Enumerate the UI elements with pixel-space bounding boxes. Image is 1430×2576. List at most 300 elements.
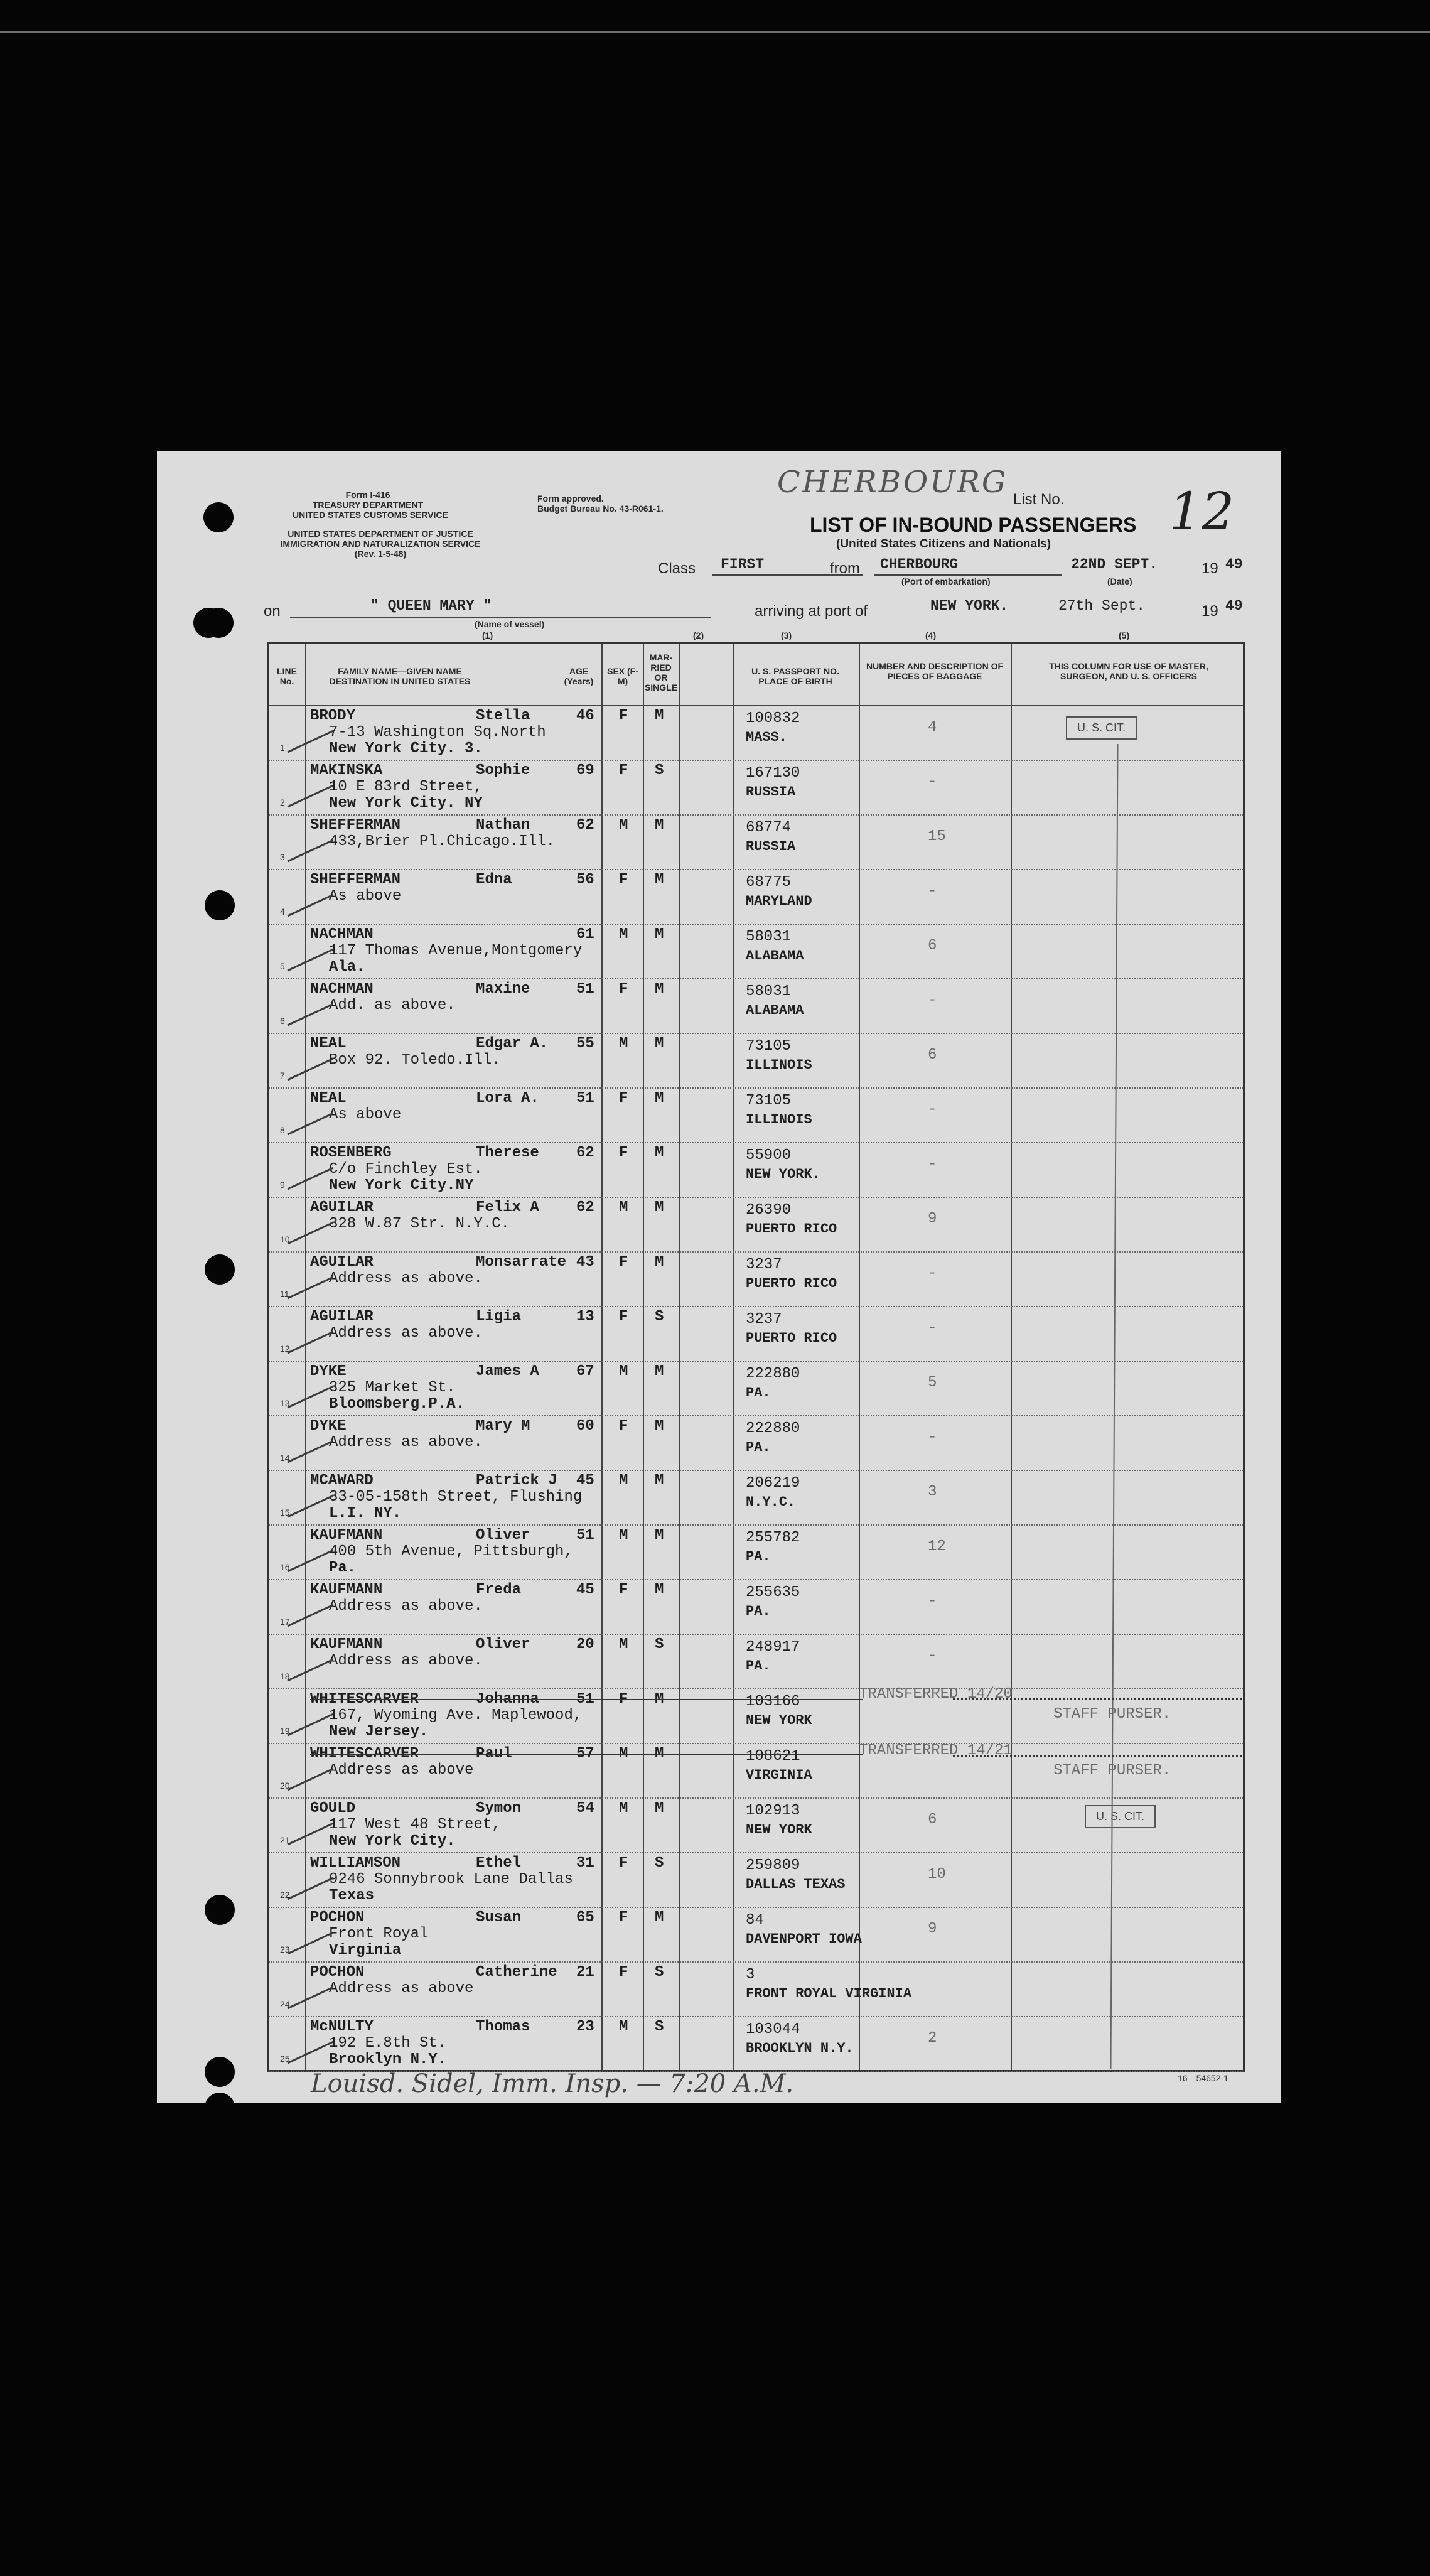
line-number: 20	[280, 1781, 290, 1791]
passport-number: 68774	[746, 819, 792, 836]
vessel-underline	[290, 617, 711, 618]
family-name: POCHON	[310, 1909, 365, 1926]
place-of-birth: ALABAMA	[746, 1003, 804, 1018]
line-number: 1	[280, 743, 285, 753]
passport-number: 255635	[746, 1584, 800, 1601]
family-name: DYKE	[310, 1418, 347, 1435]
given-name: Oliver	[476, 1636, 530, 1653]
marital-status: M	[655, 1800, 664, 1817]
address-line-1: Address as above	[329, 1980, 474, 1997]
place-of-birth: N.Y.C.	[746, 1494, 796, 1510]
given-name: Therese	[476, 1145, 539, 1161]
baggage-count: 10	[928, 1866, 946, 1883]
check-mark	[279, 713, 333, 753]
passport-number: 206219	[746, 1475, 800, 1492]
table-row	[269, 2016, 1243, 2071]
sex: M	[619, 1035, 628, 1052]
address-line-1: Address as above	[329, 1762, 474, 1779]
baggage-count: -	[928, 1101, 937, 1118]
line-number: 12	[280, 1344, 290, 1354]
check-mark	[279, 877, 333, 917]
marital-status: S	[655, 1636, 664, 1653]
document-title: LIST OF IN-BOUND PASSENGERS	[810, 514, 1137, 536]
address-line-1: 325 Market St.	[329, 1379, 456, 1396]
sex: M	[619, 1472, 628, 1489]
given-name: Mary M	[476, 1418, 530, 1435]
table-row	[269, 1524, 1243, 1579]
marital-status: S	[655, 2018, 664, 2035]
check-mark	[279, 1860, 333, 1900]
check-mark	[279, 1642, 333, 1682]
marital-status: M	[655, 1254, 664, 1271]
marital-status: M	[655, 1035, 664, 1052]
address-line-1: 9246 Sonnybrook Lane Dallas	[329, 1871, 573, 1888]
check-mark	[279, 1205, 333, 1245]
line-number: 2	[280, 797, 285, 807]
given-name: Symon	[476, 1800, 522, 1817]
table-row	[269, 1306, 1243, 1361]
binder-hole	[205, 2057, 235, 2087]
place-of-birth: MASS.	[746, 730, 788, 745]
address-line-1: 328 W.87 Str. N.Y.C.	[329, 1215, 510, 1232]
address-line-1: Address as above.	[329, 1270, 483, 1287]
place-of-birth: PA.	[746, 1603, 771, 1619]
arrival-port: NEW YORK.	[930, 598, 1009, 614]
class-value: FIRST	[721, 556, 765, 573]
year-prefix-2: 19	[1202, 603, 1218, 620]
given-name: Paul	[476, 1745, 512, 1762]
family-name: McNULTY	[310, 2018, 374, 2035]
marital-status: M	[655, 1472, 664, 1489]
line-number: 8	[280, 1125, 285, 1135]
line-number: 24	[280, 1999, 290, 2009]
place-of-birth: ILLINOIS	[746, 1112, 812, 1128]
line-number: 6	[280, 1016, 285, 1026]
given-name: Lora A.	[476, 1090, 539, 1107]
place-of-birth: DAVENPORT IOWA	[746, 1931, 862, 1947]
address-line-1: Add. as above.	[329, 997, 456, 1014]
check-mark	[279, 1259, 333, 1300]
on-label: on	[264, 603, 281, 620]
family-name: KAUFMANN	[310, 1636, 383, 1653]
age: 51	[576, 981, 594, 998]
sex: M	[619, 1800, 628, 1817]
given-name: Stella	[476, 708, 530, 725]
arrival-date: 27th Sept.	[1058, 598, 1146, 614]
form-revision: (Rev. 1-5-48)	[354, 549, 407, 559]
address-line-2: New York City. 3.	[329, 740, 483, 757]
sex: M	[619, 1527, 628, 1544]
marital-status: M	[655, 981, 664, 998]
binder-hole	[205, 2093, 235, 2123]
age: 54	[576, 1800, 594, 1817]
vessel-note: (Name of vessel)	[475, 619, 545, 629]
age: 65	[576, 1909, 594, 1926]
footer-code: 16—54652-1	[1178, 2073, 1228, 2083]
age: 69	[576, 762, 594, 779]
marital-status: M	[655, 1090, 664, 1107]
place-of-birth: DALLAS TEXAS	[746, 1877, 846, 1892]
age: 60	[576, 1418, 594, 1435]
passport-number: 248917	[746, 1639, 800, 1656]
vessel-name: " QUEEN MARY "	[370, 598, 492, 614]
check-mark	[279, 932, 333, 972]
place-of-birth: VIRGINIA	[746, 1767, 812, 1783]
baggage-count: 6	[928, 1811, 937, 1828]
from-port: CHERBOURG	[880, 556, 959, 573]
baggage-count: -	[928, 1156, 937, 1173]
handwritten-port: CHERBOURG	[777, 465, 1008, 500]
header-baggage: NUMBER AND DESCRIPTION OF PIECES OF BAGGAGE	[866, 661, 1004, 681]
sex: F	[619, 1308, 628, 1325]
col-ref-1: (1)	[482, 630, 493, 640]
address-line-1: 7-13 Washington Sq.North	[329, 724, 546, 741]
place-of-birth: FRONT ROYAL VIRGINIA	[746, 1986, 912, 2002]
table-row	[269, 869, 1243, 924]
check-mark	[279, 1478, 333, 1518]
given-name: Ethel	[476, 1855, 522, 1872]
place-of-birth: NEW YORK	[746, 1822, 812, 1838]
table-row	[269, 1142, 1243, 1197]
age: 51	[576, 1527, 594, 1544]
place-of-birth: BROOKLYN N.Y.	[746, 2040, 854, 2056]
family-name: AGUILAR	[310, 1308, 374, 1325]
address-line-1: Box 92. Toledo.Ill.	[329, 1052, 501, 1069]
passport-number: 108621	[746, 1748, 800, 1765]
from-label: from	[830, 560, 860, 577]
baggage-count: 9	[928, 1210, 937, 1227]
age: 67	[576, 1363, 594, 1380]
age: 57	[576, 1745, 594, 1762]
top-border-line	[0, 31, 1430, 33]
marital-status: M	[655, 1527, 664, 1544]
family-name: MCAWARD	[310, 1472, 374, 1489]
binder-hole	[203, 608, 234, 638]
marital-status: M	[655, 1145, 664, 1161]
sex: F	[619, 1582, 628, 1598]
address-line-1: Front Royal	[329, 1926, 429, 1943]
place-of-birth: ALABAMA	[746, 948, 804, 964]
staff-purser-note-1: STAFF PURSER.	[1053, 1706, 1171, 1723]
check-mark	[279, 1314, 333, 1354]
passport-number: 73105	[746, 1092, 792, 1109]
baggage-count: -	[928, 1593, 937, 1610]
address-line-1: 10 E 83rd Street,	[329, 779, 483, 795]
address-line-2: Bloomsberg.P.A.	[329, 1396, 465, 1413]
binder-hole	[203, 502, 234, 532]
family-name: SHEFFERMAN	[310, 817, 401, 834]
family-name: NACHMAN	[310, 926, 374, 943]
col-ref-3: (3)	[781, 630, 792, 640]
passport-number: 55900	[746, 1147, 792, 1164]
customs-service: UNITED STATES CUSTOMS SERVICE	[293, 510, 448, 520]
age: 55	[576, 1035, 594, 1052]
address-line-1: 167, Wyoming Ave. Maplewood,	[329, 1707, 583, 1724]
baggage-count: 5	[928, 1374, 937, 1391]
passport-number: 102913	[746, 1803, 800, 1819]
baggage-count: -	[928, 1647, 937, 1664]
family-name: BRODY	[310, 708, 356, 725]
given-name: Thomas	[476, 2018, 530, 2035]
marital-status: S	[655, 1855, 664, 1872]
department-of-justice: UNITED STATES DEPARTMENT OF JUSTICE	[288, 529, 473, 539]
table-row	[269, 814, 1243, 869]
family-name: KAUFMANN	[310, 1527, 383, 1544]
marital-status: M	[655, 1909, 664, 1926]
age: 43	[576, 1254, 594, 1271]
check-mark	[279, 1041, 333, 1081]
sex: F	[619, 1145, 628, 1161]
marital-status: M	[655, 708, 664, 725]
baggage-count: -	[928, 1265, 937, 1282]
binder-hole	[205, 890, 235, 920]
inspector-signature: Louisd. Sidel, Imm. Insp. — 7:20 A.M.	[311, 2069, 794, 2098]
age: 46	[576, 708, 594, 725]
line-number: 4	[280, 907, 285, 917]
table-row	[269, 1251, 1243, 1306]
marital-status: M	[655, 817, 664, 834]
address-line-1: Address as above.	[329, 1598, 483, 1615]
from-underline	[874, 574, 1062, 576]
table-row	[269, 1852, 1243, 1907]
family-name: NEAL	[310, 1090, 347, 1107]
check-mark	[279, 1915, 333, 1955]
table-row	[269, 1087, 1243, 1142]
address-line-1: 433,Brier Pl.Chicago.Ill.	[329, 833, 556, 850]
check-mark	[279, 1751, 333, 1791]
line-number: 5	[280, 961, 285, 971]
address-line-1: 33-05-158th Street, Flushing	[329, 1489, 583, 1506]
port-of-embarkation-note: (Port of embarkation)	[901, 576, 991, 586]
check-mark	[279, 2024, 333, 2064]
age: 23	[576, 2018, 594, 2035]
class-label: Class	[658, 560, 696, 577]
line-number: 21	[280, 1835, 290, 1845]
strike-through	[310, 1699, 863, 1700]
transferred-note-2: TRANSFERRED 14/21	[859, 1742, 1013, 1759]
address-line-2: New York City.NY	[329, 1177, 474, 1194]
check-mark	[279, 1423, 333, 1463]
address-line-1: C/o Finchley Est.	[329, 1161, 483, 1178]
line-number: 23	[280, 1944, 290, 1954]
family-name: WILLIAMSON	[310, 1855, 401, 1872]
age: 31	[576, 1855, 594, 1872]
given-name: Susan	[476, 1909, 522, 1926]
age: 20	[576, 1636, 594, 1653]
arriving-label: arriving at port of	[755, 603, 868, 620]
given-name: Edna	[476, 871, 512, 888]
family-name: ROSENBERG	[310, 1145, 392, 1161]
age: 51	[576, 1090, 594, 1107]
line-number: 3	[280, 852, 285, 862]
list-number: 12	[1169, 482, 1235, 542]
address-line-2: Virginia	[329, 1942, 402, 1959]
place-of-birth: PA.	[746, 1385, 771, 1401]
given-name: Freda	[476, 1582, 522, 1598]
line-number: 16	[280, 1562, 290, 1572]
age: 13	[576, 1308, 594, 1325]
marital-status: M	[655, 926, 664, 943]
list-no-label: List No.	[1013, 491, 1065, 508]
place-of-birth: RUSSIA	[746, 839, 796, 854]
passport-number: 58031	[746, 983, 792, 1000]
transfer-dotted-line-1	[953, 1698, 1242, 1700]
header-line-no: LINE No.	[277, 666, 297, 686]
sex: F	[619, 871, 628, 888]
place-of-birth: MARYLAND	[746, 893, 812, 909]
sex: F	[619, 1964, 628, 1981]
age: 21	[576, 1964, 594, 1981]
family-name: AGUILAR	[310, 1254, 374, 1271]
sex: F	[619, 1855, 628, 1872]
line-number: 18	[280, 1671, 290, 1681]
place-of-birth: PA.	[746, 1658, 771, 1674]
line-number: 10	[280, 1234, 290, 1244]
arrival-year: 49	[1225, 598, 1243, 614]
family-name: NACHMAN	[310, 981, 374, 998]
departure-year: 49	[1225, 556, 1243, 573]
marital-status: S	[655, 1308, 664, 1325]
sex: F	[619, 708, 628, 725]
baggage-count: 15	[928, 828, 946, 845]
address-line-1: As above	[329, 1106, 402, 1123]
age: 51	[576, 1691, 594, 1708]
sex: F	[619, 1909, 628, 1926]
passenger-table	[267, 642, 1245, 2072]
check-mark	[279, 1150, 333, 1190]
marital-status: M	[655, 1745, 664, 1762]
passport-number: 58031	[746, 929, 792, 946]
col-ref-4: (4)	[925, 630, 937, 640]
family-name: KAUFMANN	[310, 1582, 383, 1598]
family-name: POCHON	[310, 1964, 365, 1981]
address-line-2: New Jersey.	[329, 1723, 429, 1740]
marital-status: S	[655, 1964, 664, 1981]
sex: M	[619, 817, 628, 834]
passport-number: 255782	[746, 1529, 800, 1546]
date-note: (Date)	[1107, 576, 1132, 586]
check-mark	[279, 768, 333, 808]
check-mark	[279, 1587, 333, 1627]
marital-status: M	[655, 1582, 664, 1598]
given-name: Sophie	[476, 762, 530, 779]
line-number: 7	[280, 1070, 285, 1081]
baggage-count: -	[928, 1320, 937, 1337]
baggage-count: 6	[928, 1047, 937, 1064]
passport-number: 103166	[746, 1693, 800, 1710]
check-mark	[279, 1096, 333, 1136]
address-line-2: Texas	[329, 1887, 375, 1904]
document-subtitle: (United States Citizens and Nationals)	[836, 537, 1051, 551]
check-mark	[279, 1533, 333, 1573]
given-name: James A	[476, 1363, 539, 1380]
age: 45	[576, 1582, 594, 1598]
treasury-department: TREASURY DEPARTMENT	[312, 500, 424, 510]
passport-number: 26390	[746, 1202, 792, 1219]
table-row	[269, 1033, 1243, 1087]
given-name: Felix A	[476, 1199, 539, 1216]
header-passport: U. S. PASSPORT NO. PLACE OF BIRTH	[751, 666, 839, 686]
sex: M	[619, 1636, 628, 1653]
binder-hole	[205, 1895, 235, 1925]
age: 62	[576, 1145, 594, 1161]
address-line-1: Address as above.	[329, 1652, 483, 1669]
baggage-count: 6	[928, 937, 937, 954]
given-name: Catherine	[476, 1964, 557, 1981]
age: 62	[576, 817, 594, 834]
col-ref-5: (5)	[1119, 630, 1130, 640]
address-line-2: Pa.	[329, 1560, 357, 1576]
family-name: NEAL	[310, 1035, 347, 1052]
address-line-2: New York City.	[329, 1833, 456, 1850]
marital-status: M	[655, 871, 664, 888]
address-line-1: 117 Thomas Avenue,Montgomery	[329, 942, 583, 959]
line-number: 25	[280, 2054, 290, 2064]
passport-number: 3237	[746, 1256, 782, 1273]
address-line-1: As above	[329, 888, 402, 905]
family-name: AGUILAR	[310, 1199, 374, 1216]
binder-hole	[205, 2157, 235, 2187]
given-name: Ligia	[476, 1308, 522, 1325]
given-name: Nathan	[476, 817, 530, 834]
binder-hole	[205, 1254, 235, 1285]
header-officers: THIS COLUMN FOR USE OF MASTER, SURGEON, AND U. S. OFFICERS	[1049, 661, 1208, 681]
header-age: AGE (Years)	[564, 666, 594, 686]
address-line-1: 117 West 48 Street,	[329, 1816, 501, 1833]
year-prefix: 19	[1202, 560, 1218, 577]
marital-status: M	[655, 1691, 664, 1708]
passport-number: 3237	[746, 1311, 782, 1328]
check-mark	[279, 822, 333, 863]
family-name: WHITESCARVER	[310, 1745, 419, 1762]
family-name: DYKE	[310, 1363, 347, 1380]
line-number: 9	[280, 1180, 285, 1190]
passport-number: 3	[746, 1966, 755, 1983]
table-row	[269, 760, 1243, 814]
address-line-1: 400 5th Avenue, Pittsburgh,	[329, 1543, 573, 1560]
place-of-birth: NEW YORK	[746, 1713, 812, 1728]
sex: F	[619, 1691, 628, 1708]
place-of-birth: ILLINOIS	[746, 1057, 812, 1073]
table-row	[269, 1197, 1243, 1251]
given-name: Monsarrate	[476, 1254, 567, 1271]
transfer-dotted-line-2	[953, 1755, 1242, 1757]
sex: F	[619, 1090, 628, 1107]
table-row	[269, 1361, 1243, 1415]
baggage-count: 4	[928, 719, 937, 736]
check-mark	[279, 1806, 333, 1846]
header-name: FAMILY NAME—GIVEN NAME DESTINATION IN UNITED STATES	[329, 666, 471, 686]
marital-status: M	[655, 1363, 664, 1380]
marital-status: M	[655, 1199, 664, 1216]
address-line-2: L.I. NY.	[329, 1505, 402, 1522]
sex: M	[619, 1745, 628, 1762]
line-number: 22	[280, 1890, 290, 1900]
place-of-birth: PUERTO RICO	[746, 1276, 837, 1291]
line-number: 13	[280, 1398, 290, 1408]
passport-number: 100832	[746, 710, 800, 727]
baggage-count: -	[928, 883, 937, 900]
form-number: Form I-416	[345, 490, 390, 500]
address-line-2: New York City. NY	[329, 795, 483, 812]
line-number: 17	[280, 1617, 290, 1627]
table-row	[269, 1961, 1243, 2016]
baggage-count: 12	[928, 1538, 946, 1555]
passport-number: 222880	[746, 1420, 800, 1437]
passport-number: 222880	[746, 1366, 800, 1382]
line-number: 19	[280, 1726, 290, 1736]
sex: M	[619, 2018, 628, 2035]
